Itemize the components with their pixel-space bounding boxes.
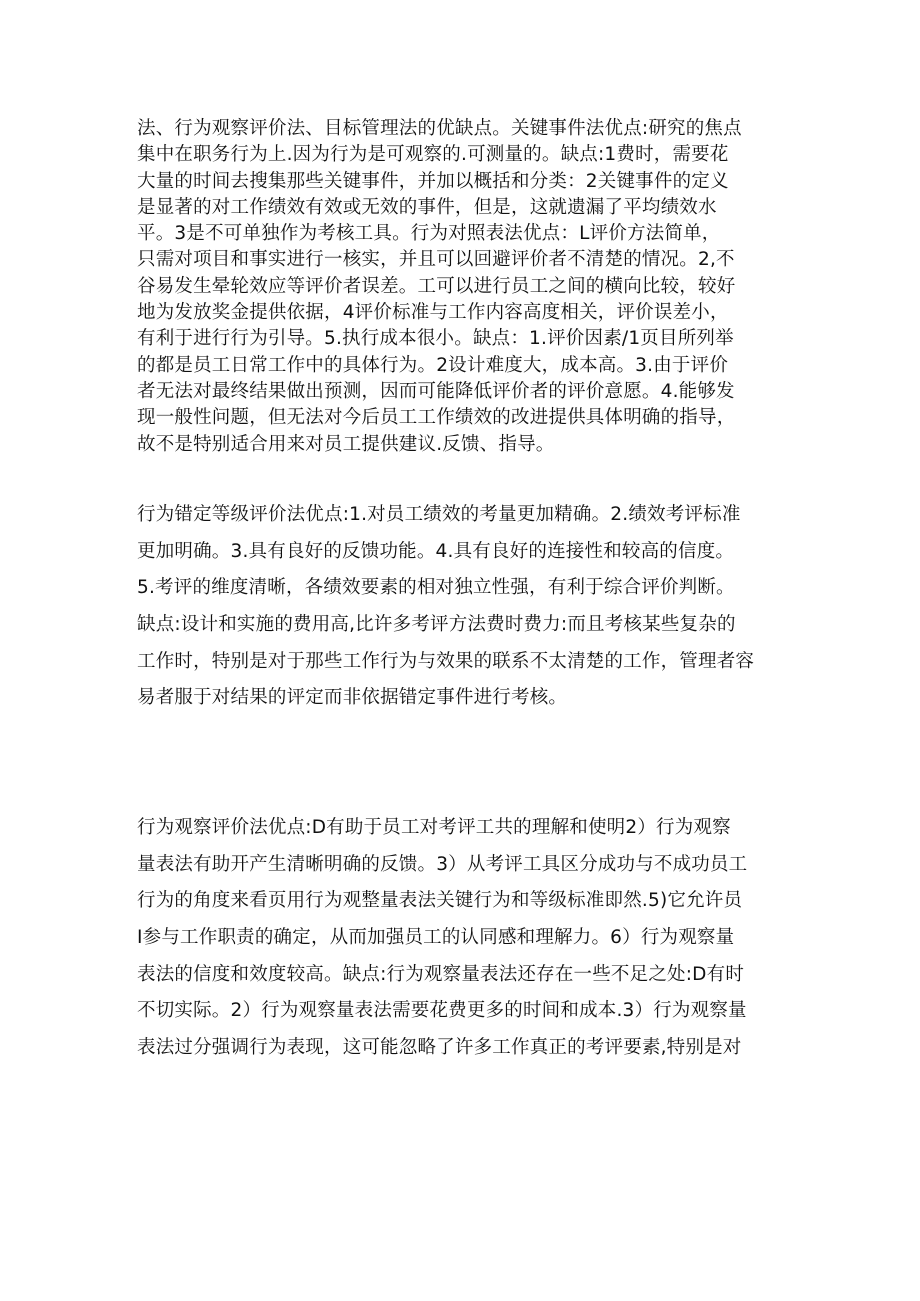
text-line: 有利于进行行为引导。5.执行成本很小。缺点：1.评价因素/1页目所列举	[137, 328, 734, 350]
paragraph-bos-method	[137, 810, 797, 1067]
text-line: 更加明确。3.具有良好的反馈功能。4.具有良好的连接性和较高的信度。	[137, 540, 735, 562]
text-line: 行为的角度来看页用行为观整量表法关键行为和等级标准即然.5)它允许员	[137, 890, 743, 912]
text-line: 工作时，特别是对于那些工作行为与效果的联系不太清楚的工作，管理者容	[137, 650, 755, 672]
text-line: 是显著的对工作绩效有效或无效的事件，但是，这就遗漏了平均绩效水	[137, 196, 717, 218]
text-line: 行为错定等级评价法优点:1.对员工绩效的考量更加精确。2.绩效考评标准	[137, 504, 741, 525]
text-line: 缺点:设计和实施的费用高,比许多考评方法费时费力:而且考核某些复杂的	[137, 614, 736, 636]
text-line: 易者服于对结果的评定而非依据错定事件进行考核。	[137, 687, 568, 709]
text-line: 量表法有助开产生清晰明确的反馈。3）从考评工具区分成功与不成功员工	[137, 853, 748, 875]
text-line: I参与工作职责的确定，从而加强员工的认同感和理解力。6）行为观察量	[137, 927, 735, 949]
text-line: 的都是员工日常工作中的具体行为。2设计难度大，成本高。3.由于评价	[137, 354, 729, 376]
text-line: 地为发放奖金提供依据，4评价标准与工作内容高度相关，评价误差小，	[137, 302, 729, 324]
text-line: 平。3是不可单独作为考核工具。行为对照表法优点：L评价方法简单，	[137, 223, 721, 245]
text-line: 现一般性问题，但无法对今后员工工作绩效的改进提供具体明确的指导，	[137, 407, 736, 429]
text-line: 表法过分强调行为表现，这可能忽略了许多工作真正的考评要素,特别是对	[137, 1037, 742, 1059]
text-line: 法、行为观察评价法、目标管理法的优缺点。关键事件法优点:研究的焦点	[137, 118, 742, 139]
text-line: 5.考评的维度清晰，各绩效要素的相对独立性强，有利于综合评价判断。	[137, 577, 735, 599]
text-line: 故不是特别适合用来对员工提供建议.反馈、指导。	[137, 433, 555, 455]
paragraph-bars-method	[137, 497, 797, 717]
text-line: 只需对项目和事实进行一核实，并且可以回避评价者不清楚的情况。2,不	[137, 249, 735, 271]
text-line: 谷易发生晕轮效应等评价者误差。工可以进行员工之间的横向比较，较好	[137, 275, 736, 297]
text-line: 表法的信度和效度较高。缺点:行为观察量表法还存在一些不足之处:D有时	[137, 963, 745, 985]
paragraph-evaluation-methods	[137, 116, 797, 458]
text-line: 行为观察评价法优点:D有助于员工对考评工共的理解和使明2）行为观察	[137, 817, 731, 838]
text-line: 集中在职务行为上.因为行为是可观察的.可测量的。缺点:1费时，需要花	[137, 144, 729, 166]
text-line: 不切实际。2）行为观察量表法需要花费更多的时间和成本.3）行为观察量	[137, 1000, 747, 1022]
text-line: 者无法对最终结果做出预测，因而可能降低评价者的评价意愿。4.能够发	[137, 380, 735, 402]
text-line: 大量的时间去搜集那些关键事件，并加以概括和分类：2关键事件的定义	[137, 170, 729, 192]
